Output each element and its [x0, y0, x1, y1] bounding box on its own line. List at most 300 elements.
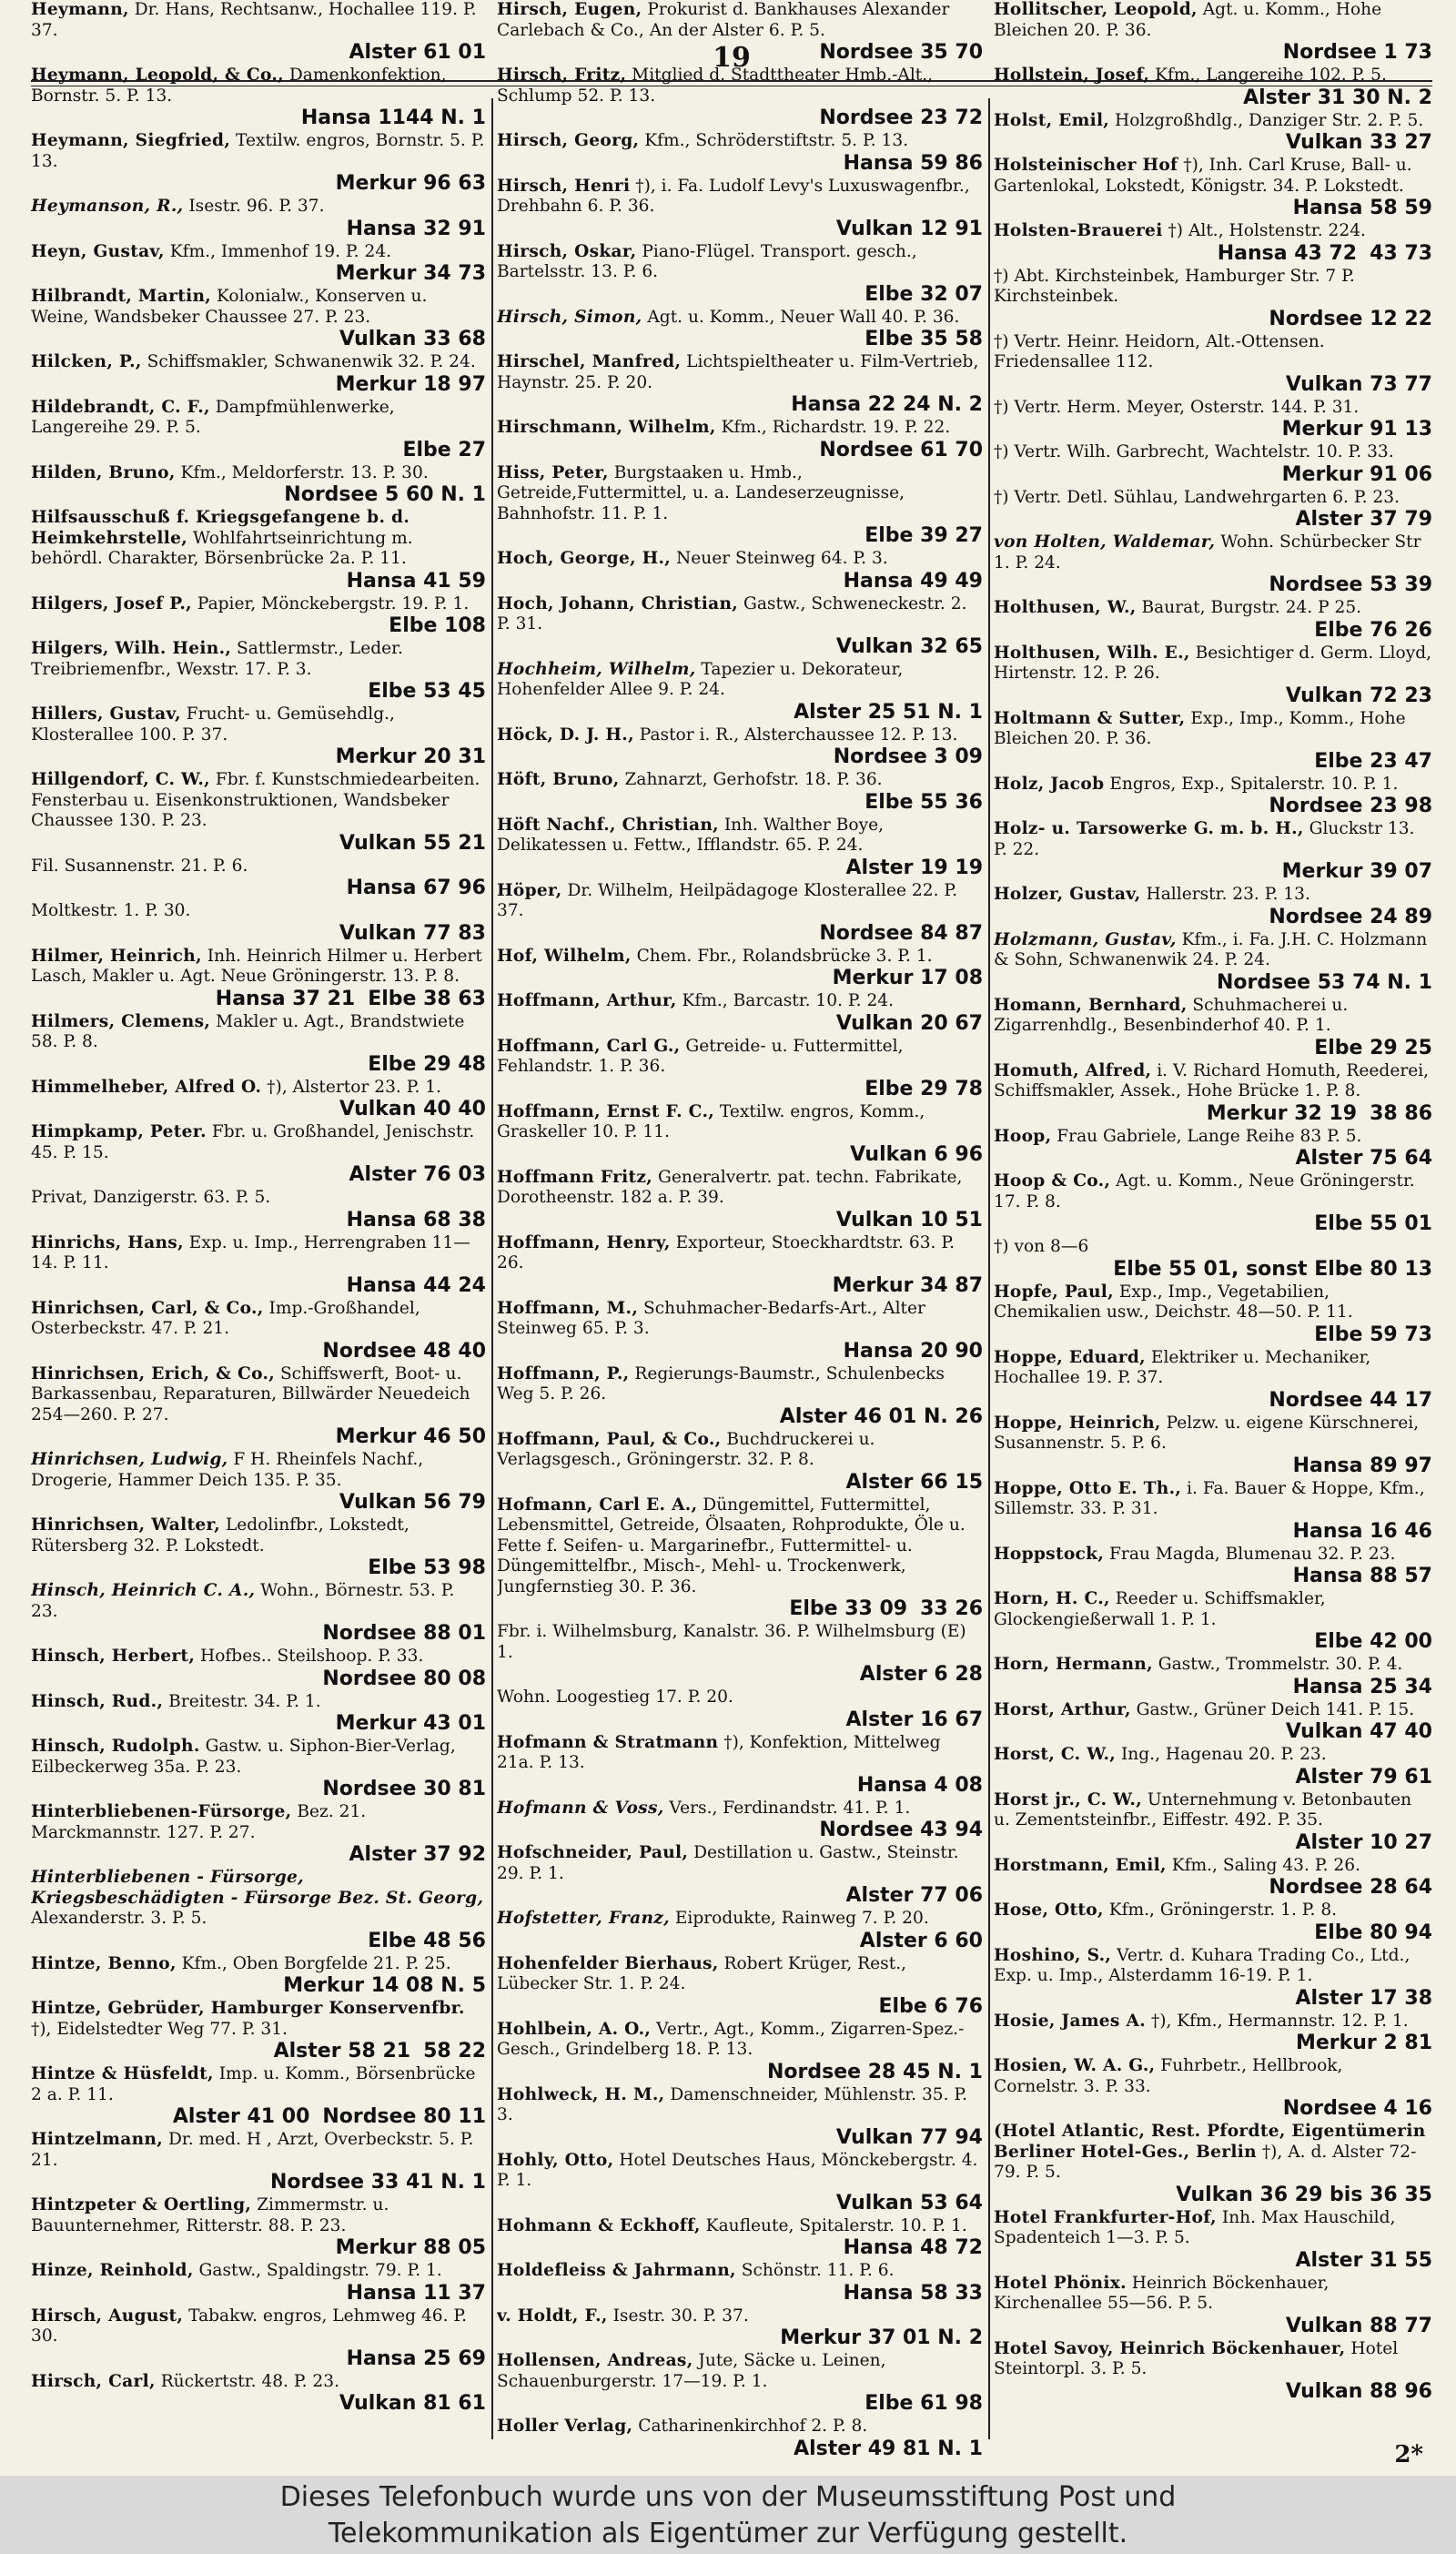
directory-entry — [994, 532, 1432, 597]
entry-name: Hoppe, Otto E. Th., — [994, 1478, 1182, 1498]
phone-numbers — [497, 1274, 983, 1298]
phone-number: Merkur 32 19 — [1206, 1101, 1358, 1125]
entry-details: Kfm., i. Fa. J.H. C. Holzmann & Sohn, Schwanenwik 24. P. 24. — [994, 929, 1428, 969]
phone-numbers — [994, 2184, 1432, 2207]
directory-entry — [31, 1188, 486, 1232]
phone-numbers — [497, 1995, 983, 2019]
phone-number: Alster 75 64 — [1295, 1147, 1432, 1170]
phone-number: Elbe 39 27 — [864, 524, 983, 547]
entry-details: Destillation u. Gastw., Steinstr. 29. P. 1. — [497, 1843, 959, 1883]
ownership-banner — [0, 2476, 1456, 2554]
entry-name: Hoffmann, P., — [497, 1363, 630, 1383]
directory-entry — [994, 885, 1432, 929]
phone-numbers — [994, 1720, 1432, 1744]
directory-entry — [994, 1700, 1432, 1745]
phone-numbers — [994, 1323, 1432, 1347]
phone-number: Nordsee 4 16 — [1282, 2097, 1432, 2120]
phone-numbers — [31, 439, 486, 462]
entry-details: Fbr. f. Kunstschmiedearbeiten. Fensterbau u. Eisenkonstruktionen, Wandsbeker Chaussee 130. P. 23. — [31, 770, 480, 830]
directory-entry — [994, 1282, 1432, 1347]
directory-entry — [31, 1233, 486, 1298]
entry-details: Imp.-Großhandel, Osterbeckstr. 47. P. 21. — [31, 1298, 420, 1338]
phone-number: Alster 61 01 — [349, 41, 486, 64]
directory-entry — [31, 197, 486, 241]
directory-entry — [31, 2130, 486, 2194]
entry-details: Dr. Wilhelm, Heilpädagoge Klosterallee 22. P. 37. — [497, 880, 958, 920]
phone-numbers — [994, 971, 1432, 995]
directory-entry — [994, 1745, 1432, 1789]
phone-number: Alster 41 00 — [172, 2105, 310, 2128]
phone-numbers — [497, 745, 983, 769]
entry-details: Vers., Ferdinandstr. 41. P. 1. — [669, 1798, 911, 1818]
entry-details: †), Inh. Carl Kruse, Ball- u. Gartenlokal, Lokstedt, Königstr. 34. P. Lokstedt. — [994, 156, 1412, 196]
entry-details: †), Eidelstedter Weg 77. P. 31. — [31, 2019, 288, 2039]
entry-details: Sattlermstr., Leder. Treibriemenfbr., Wexstr. 17. P. 3. — [31, 639, 403, 679]
entry-details: Prokurist d. Bankhauses Alexander Carlebach & Co., An der Alster 6. P. 5. — [497, 0, 950, 40]
directory-entry — [994, 1900, 1432, 1945]
phone-number: Elbe 48 56 — [368, 1929, 486, 1952]
directory-entry — [994, 1790, 1432, 1855]
entry-name: Hilgers, Josef P., — [31, 593, 192, 613]
entry-details: Kfm., Meldorferstr. 13. P. 30. — [180, 462, 429, 482]
entry-name: Hoop, — [994, 1126, 1052, 1146]
entry-name: Hinsch, Herbert, — [31, 1647, 196, 1666]
phone-number: Elbe 108 — [389, 614, 486, 637]
phone-number: Elbe 29 25 — [1314, 1036, 1432, 1059]
phone-numbers — [497, 524, 983, 548]
directory-entry — [994, 644, 1432, 708]
entry-details: Jute, Säcke u. Leinen, Schauenburgerstr. 17—19. P. 1. — [497, 2351, 886, 2391]
phone-numbers — [994, 1212, 1432, 1236]
phone-numbers — [497, 922, 983, 946]
entry-name: Heymann, Leopold, & Co., — [31, 66, 284, 85]
entry-name: Hirschmann, Wilhelm, — [497, 418, 716, 437]
entry-name: Horstmann, Emil, — [994, 1855, 1167, 1875]
directory-entry — [497, 1299, 983, 1363]
phone-numbers — [497, 328, 983, 351]
directory-entry — [994, 1545, 1432, 1589]
entry-details: Düngemittel, Futtermittel, Lebensmittel, Getreide, Ölsaaten, Rohprodukte, Öle u. Fette f. Seifen- u. Margarinefbr., Futtermittel- u. Düngemittelfbr., Misch-, Mehl- u. Trockenwerk, Jungfernstieg 30. P. 36. — [497, 1495, 966, 1596]
directory-entry — [31, 1802, 486, 1867]
entry-details: Schuhmacherei u. Zigarrenhdlg., Besenbinderhof 40. P. 1. — [994, 995, 1349, 1035]
phone-numbers — [994, 1102, 1432, 1126]
entry-name: Holsteinischer Hof — [994, 156, 1178, 175]
directory-entry — [497, 1622, 983, 1687]
phone-number: Hansa 4 08 — [856, 1773, 983, 1797]
directory-entry — [497, 418, 983, 462]
directory-entry — [31, 856, 486, 901]
entry-details: i. Fa. Bauer & Hoppe, Kfm., Sillemstr. 33. P. 31. — [994, 1478, 1425, 1518]
directory-entry — [994, 819, 1432, 884]
directory-entry — [994, 930, 1432, 995]
phone-number: Nordsee 80 11 — [322, 2105, 486, 2128]
entry-name: Hilden, Bruno, — [31, 462, 176, 482]
phone-numbers — [994, 1389, 1432, 1413]
phone-number: 33 26 — [920, 1597, 983, 1620]
phone-numbers — [497, 1819, 983, 1842]
phone-number: Vulkan 72 23 — [1285, 684, 1432, 707]
phone-numbers — [497, 1471, 983, 1495]
phone-number: Elbe 29 78 — [864, 1077, 983, 1100]
phone-number: Vulkan 77 94 — [835, 2125, 983, 2149]
entry-name: Hoffmann Fritz, — [497, 1167, 653, 1187]
entry-name: Holtmann & Sutter, — [994, 708, 1186, 728]
directory-entry — [994, 1856, 1432, 1900]
phone-numbers — [31, 2236, 486, 2260]
entry-name: Hochheim, Wilhelm, — [497, 659, 696, 679]
phone-numbers — [31, 172, 486, 196]
phone-numbers — [31, 2171, 486, 2194]
phone-number: Alster 66 15 — [845, 1470, 983, 1494]
column-left — [31, 0, 486, 2476]
directory-entry — [497, 242, 983, 307]
phone-numbers — [31, 1974, 486, 1998]
entry-name: Hofmann & Stratmann — [497, 1732, 719, 1752]
directory-entry — [31, 1868, 486, 1953]
phone-number: Vulkan 55 21 — [339, 831, 486, 855]
directory-entry — [31, 1299, 486, 1363]
phone-numbers — [994, 573, 1432, 597]
directory-entry — [31, 398, 486, 462]
entry-name: Hirsch, Eugen, — [497, 0, 642, 19]
entry-details: Fbr. u. Großhandel, Jenischstr. 45. P. 15. — [31, 1122, 475, 1162]
directory-entry — [31, 2261, 486, 2306]
entry-name: Hinterbliebenen-Fürsorge, — [31, 1802, 292, 1821]
entry-details: Makler u. Agt., Brandstwiete 58. P. 8. — [31, 1011, 465, 1051]
entry-details: †), Alstertor 23. P. 1. — [267, 1077, 442, 1097]
phone-numbers — [31, 614, 486, 638]
directory-entry — [497, 660, 983, 725]
column-divider — [988, 98, 990, 2439]
column-right — [994, 0, 1432, 2476]
entry-details: Neuer Steinweg 64. P. 3. — [675, 549, 888, 568]
phone-number: Nordsee 23 98 — [1269, 795, 1432, 817]
directory-entry — [497, 1843, 983, 1908]
directory-entry — [994, 1348, 1432, 1413]
directory-entry — [31, 463, 486, 508]
entry-details: Inh. Heinrich Hilmer u. Herbert Lasch, Makler u. Agt. Neue Gröningerstr. 13. P. 8. — [31, 946, 482, 986]
directory-entry — [994, 156, 1432, 220]
phone-numbers — [31, 922, 486, 946]
entry-details: Agt. u. Komm., Hohe Bleichen 20. P. 36. — [994, 0, 1382, 40]
directory-entry — [497, 1909, 983, 1953]
phone-number: Elbe 29 48 — [368, 1052, 486, 1076]
phone-numbers — [31, 1425, 486, 1449]
entry-details: Isestr. 30. P. 37. — [612, 2306, 749, 2326]
directory-entry — [994, 1061, 1432, 1126]
phone-number: Alster 6 60 — [859, 1929, 983, 1952]
directory-entry — [497, 991, 983, 1036]
directory-entry — [994, 442, 1432, 487]
entry-name: Hopfe, Paul, — [994, 1282, 1114, 1302]
phone-number: Merkur 91 06 — [1281, 462, 1432, 486]
phone-numbers — [994, 1520, 1432, 1544]
entry-name: Hinrichs, Hans, — [31, 1232, 184, 1252]
phone-number: Vulkan 56 79 — [339, 1491, 486, 1514]
directory-entry — [31, 2306, 486, 2371]
phone-numbers — [994, 1987, 1432, 2011]
entry-name: Homann, Bernhard, — [994, 995, 1188, 1015]
directory-entry — [497, 308, 983, 352]
phone-numbers — [497, 41, 983, 65]
entry-details: Unternehmung v. Betonbauten u. Zementsteinfbr., Eiffestr. 492. P. 35. — [994, 1789, 1412, 1829]
phone-numbers — [994, 1676, 1432, 1699]
directory-entry — [31, 1647, 486, 1691]
directory-entry — [31, 1737, 486, 1801]
entry-name: Holler Verlag, — [497, 2417, 633, 2436]
directory-entry — [994, 2012, 1432, 2056]
entry-name: Hohenfelder Bierhaus, — [497, 1953, 719, 1973]
phone-number: Nordsee 53 74 N. 1 — [1216, 970, 1432, 994]
phone-number: Alster 76 03 — [349, 1163, 486, 1186]
directory-entry — [994, 267, 1432, 331]
phone-number: Vulkan 77 83 — [339, 921, 486, 945]
entry-name: Holdefleiss & Jahrmann, — [497, 2261, 736, 2280]
phone-number: Vulkan 40 40 — [339, 1098, 486, 1120]
entry-details: Vertr. d. Kuhara Trading Co., Ltd., Exp. u. Imp., Alsterdamm 16-19. P. 1. — [994, 1945, 1410, 1985]
phone-number: Hansa 11 37 — [346, 2281, 486, 2305]
directory-entry — [497, 2216, 983, 2261]
phone-number: Elbe 6 76 — [878, 1994, 983, 2018]
directory-entry — [994, 709, 1432, 774]
entry-details: Tabakw. engros, Lehmweg 46. P. 30. — [31, 2306, 468, 2346]
phone-number: Nordsee 35 70 — [819, 41, 983, 64]
phone-numbers — [994, 2032, 1432, 2055]
entry-details: Imp. u. Komm., Börsenbrücke 2 a. P. 11. — [31, 2064, 476, 2104]
entry-name: Hollitscher, Leopold, — [994, 0, 1198, 19]
directory-entry — [497, 463, 983, 549]
phone-numbers — [497, 439, 983, 462]
phone-number: Vulkan 33 68 — [339, 328, 486, 350]
phone-number: Merkur 43 01 — [335, 1712, 486, 1735]
entry-details: Schiffswerft, Boot- u. Barkassenbau, Reparaturen, Billwärder Neuedeich 254—260. P. 27. — [31, 1363, 470, 1424]
entry-details: Frau Gabriele, Lange Reihe 83 P. 5. — [1057, 1126, 1362, 1146]
entry-details: Zahnarzt, Gerhofstr. 18. P. 36. — [624, 770, 883, 789]
directory-entry — [497, 2306, 983, 2351]
entry-name: Hoffmann, Arthur, — [497, 991, 677, 1010]
directory-entry — [497, 1733, 983, 1798]
entry-details: Getreide- u. Futtermittel, Fehlandstr. 1. P. 36. — [497, 1036, 904, 1076]
entry-details: Tapezier u. Dekorateur, Hohenfelder Allee 9. P. 24. — [497, 659, 904, 699]
phone-number: Hansa 67 96 — [346, 877, 486, 899]
entry-details: Gastw., Schweneckestr. 2. P. 31. — [497, 593, 967, 633]
phone-number: Alster 79 61 — [1295, 1765, 1432, 1789]
entry-details: †), Kfm., Hermannstr. 12. P. 1. — [1150, 2011, 1409, 2031]
entry-details: Exp., Imp., Vegetabilien, Chemikalien usw., Deichstr. 48—50. P. 11. — [994, 1282, 1353, 1322]
entry-details: Fil. Susannenstr. 21. P. 6. — [31, 856, 248, 876]
entry-details: Ledolinfbr., Lokstedt, Rütersberg 32. P. Lokstedt. — [31, 1515, 410, 1556]
entry-name: Hosie, James A. — [994, 2011, 1146, 2031]
phone-number: Elbe 55 01 — [1314, 1212, 1432, 1235]
phone-numbers — [31, 41, 486, 65]
phone-number: Merkur 91 13 — [1281, 418, 1432, 441]
page-number: 19 — [713, 42, 751, 74]
directory-entry — [497, 1102, 983, 1167]
entry-name: Heymann, Siegfried, — [31, 131, 231, 150]
phone-numbers — [497, 1405, 983, 1429]
phone-numbers — [31, 1274, 486, 1298]
entry-name: Hoffmann, Carl G., — [497, 1036, 681, 1056]
entry-details: Lichtspieltheater u. Film-Vertrieb, Haynstr. 25. P. 20. — [497, 352, 979, 392]
phone-number: Nordsee 88 01 — [322, 1622, 486, 1645]
entry-details: †), i. Fa. Ludolf Levy's Luxuswagenfbr., Drehbahn 6. P. 36. — [497, 176, 970, 216]
entry-details: Kfm., Richardstr. 19. P. 22. — [721, 418, 951, 437]
phone-number: Nordsee 33 41 N. 1 — [269, 2171, 486, 2194]
phone-number: Alster 31 55 — [1295, 2248, 1432, 2272]
directory-entry — [31, 2064, 486, 2129]
phone-numbers — [497, 1012, 983, 1036]
entry-name: Hilbrandt, Martin, — [31, 287, 212, 306]
entry-name: Höft, Bruno, — [497, 770, 620, 789]
phone-numbers — [497, 1930, 983, 1953]
phone-numbers — [497, 856, 983, 880]
directory-entry — [497, 2020, 983, 2084]
entry-name: Hoppe, Eduard, — [994, 1347, 1146, 1367]
directory-entry — [497, 352, 983, 417]
entry-details: Alexanderstr. 3. P. 5. — [31, 1909, 207, 1928]
phone-number: Elbe 55 01, sonst Elbe 80 13 — [1113, 1257, 1432, 1281]
phone-number: Alster 37 79 — [1295, 508, 1432, 531]
directory-entry — [31, 287, 486, 351]
entry-details: Piano-Flügel. Transport. gesch., Bartelsstr. 13. P. 6. — [497, 241, 917, 281]
phone-number: Vulkan 33 27 — [1285, 131, 1432, 154]
phone-numbers — [31, 1209, 486, 1232]
phone-number: Merkur 88 05 — [335, 2236, 486, 2259]
phone-numbers — [31, 483, 486, 507]
phone-number: Elbe 32 07 — [864, 282, 983, 306]
entry-details: †), Konfektion, Mittelweg 21a. P. 13. — [497, 1732, 941, 1772]
phone-number: Hansa 68 38 — [346, 1208, 486, 1231]
phone-number: Nordsee 84 87 — [819, 921, 983, 945]
directory-entry — [497, 2261, 983, 2306]
phone-numbers — [31, 1556, 486, 1580]
entry-details: Hotel Deutsches Haus, Mönckebergstr. 4. P. 1. — [497, 2150, 978, 2190]
phone-numbers — [31, 1712, 486, 1736]
entry-details: Kfm., Langereihe 102. P. 5. — [1155, 66, 1387, 85]
entry-details: Ing., Hagenau 20. P. 23. — [1120, 1745, 1327, 1764]
directory-entry — [994, 996, 1432, 1060]
directory-entry — [497, 1799, 983, 1843]
directory-entry — [31, 639, 486, 704]
phone-numbers — [994, 619, 1432, 643]
phone-numbers — [497, 1340, 983, 1363]
directory-entry — [31, 66, 486, 130]
entry-name: Höper, — [497, 880, 562, 900]
phone-numbers — [994, 508, 1432, 532]
entry-name: Hirsch, Carl, — [31, 2371, 156, 2391]
phone-numbers — [994, 750, 1432, 774]
entry-name: Hohly, Otto, — [497, 2150, 614, 2170]
phone-numbers — [31, 1098, 486, 1121]
phone-numbers — [497, 393, 983, 417]
entry-details: Gastw. u. Siphon-Bier-Verlag, Eilbeckerweg 35a. P. 23. — [31, 1737, 456, 1777]
phone-numbers — [994, 418, 1432, 441]
entry-name: Hillgendorf, C. W., — [31, 770, 210, 789]
directory-entry — [497, 2351, 983, 2416]
phone-number: Vulkan 73 77 — [1285, 372, 1432, 396]
entry-details: Chem. Fbr., Rolandsbrücke 3. P. 1. — [636, 946, 933, 966]
phone-numbers — [31, 2040, 486, 2063]
directory-entry — [31, 1999, 486, 2063]
phone-number: Merkur 39 07 — [1281, 860, 1432, 883]
directory-entry — [497, 1687, 983, 1732]
directory-entry — [994, 1171, 1432, 1236]
directory-entry — [497, 1168, 983, 1232]
entry-details: Textilw. engros, Komm., Graskeller 10. P. 11. — [497, 1101, 925, 1141]
directory-entry — [497, 770, 983, 815]
entry-details: †) von 8—6 — [994, 1237, 1089, 1256]
entry-details: Kfm., Saling 43. P. 26. — [1171, 1855, 1360, 1875]
phone-number: Merkur 37 01 N. 2 — [780, 2326, 983, 2349]
directory-entry — [31, 1515, 486, 1580]
phone-number: Nordsee 48 40 — [322, 1339, 486, 1363]
entry-name: Hollstein, Josef, — [994, 66, 1150, 85]
entry-name: Hotel Savoy, Heinrich Böckenhauer, — [994, 2338, 1346, 2358]
entry-details: Kaufleute, Spitalerstr. 10. P. 1. — [705, 2215, 967, 2235]
phone-numbers — [994, 41, 1432, 65]
entry-details: Exp., Imp., Komm., Hohe Bleichen 20. P. 36. — [994, 708, 1406, 748]
phone-number: Nordsee 1 73 — [1282, 41, 1432, 64]
phone-number: Merkur 18 97 — [335, 372, 486, 396]
entry-name: Heymann, — [31, 0, 129, 19]
entry-details: Schiffsmakler, Schwanenwik 32. P. 24. — [147, 352, 476, 371]
phone-numbers — [994, 906, 1432, 929]
phone-numbers — [994, 1921, 1432, 1945]
phone-number: Hansa 89 97 — [1292, 1454, 1432, 1477]
entry-name: Hoppstock, — [994, 1544, 1105, 1564]
phone-number: Elbe 35 58 — [864, 328, 983, 350]
directory-entry — [31, 1364, 486, 1450]
entry-details: †) Alt., Holstenstr. 224. — [1168, 221, 1366, 240]
phone-numbers — [31, 2392, 486, 2416]
entry-details: i. V. Richard Homuth, Reederei, Schiffsmakler, Assek., Hohe Brücke 1. P. 8. — [994, 1060, 1430, 1100]
entry-name: Hoffmann, Ernst F. C., — [497, 1101, 714, 1121]
entry-name: Holzmann, Gustav, — [994, 929, 1177, 949]
entry-details: Pelzw. u. eigene Kürschnerei, Susannenstr. 5. P. 6. — [994, 1413, 1420, 1453]
banner-line-2: Telekommunikation als Eigentümer zur Verfügung gestellt. — [328, 2518, 1128, 2549]
phone-number: Hansa 49 49 — [843, 569, 983, 593]
phone-number: Alster 49 81 N. 1 — [794, 2437, 983, 2460]
phone-number: Hansa 1144 N. 1 — [300, 106, 486, 129]
entry-details: †) Vertr. Heinr. Heidorn, Alt.-Ottensen. Friedensallee 112. — [994, 331, 1325, 371]
directory-entry — [497, 1495, 983, 1622]
entry-details: Wohn. Schürbecker Str 1. P. 24. — [994, 532, 1421, 573]
entry-name: Hintze, Benno, — [31, 1953, 177, 1973]
entry-name: v. Holdt, F., — [497, 2306, 608, 2326]
entry-name: Holthusen, Wilh. E., — [994, 643, 1190, 663]
phone-number: Alster 25 51 N. 1 — [794, 700, 983, 724]
phone-number: Hansa 37 21 — [215, 987, 356, 1010]
directory-page — [31, 0, 1432, 2476]
phone-numbers — [497, 701, 983, 725]
entry-details: †) Vertr. Wilh. Garbrecht, Wachtelstr. 10. P. 33. — [994, 442, 1394, 461]
entry-details: Buchdruckerei u. Verlagsgesch., Gröningerstr. 32. P. 8. — [497, 1429, 875, 1469]
phone-numbers — [994, 463, 1432, 487]
phone-numbers — [994, 242, 1432, 266]
entry-name: Hirsch, Simon, — [497, 307, 642, 327]
directory-entry — [31, 2372, 486, 2417]
directory-entry — [497, 881, 983, 946]
entry-details: Wohn. Loogestieg 17. P. 20. — [497, 1687, 733, 1707]
entry-details: Kfm., Schröderstiftstr. 5. P. 13. — [644, 131, 909, 150]
entry-name: Hinterbliebenen - Fürsorge, Kriegsbeschädigten - Fürsorge Bez. St. Georg, — [31, 1868, 484, 1908]
entry-details: †) Vertr. Detl. Sühlau, Landwehrgarten 6. P. 23. — [994, 487, 1400, 507]
entry-details: Damenschneider, Mühlenstr. 35. P. 3. — [497, 2084, 968, 2124]
phone-numbers — [31, 745, 486, 769]
phone-numbers — [31, 1163, 486, 1187]
phone-number: Alster 17 38 — [1295, 1986, 1432, 2010]
phone-numbers — [497, 2326, 983, 2350]
